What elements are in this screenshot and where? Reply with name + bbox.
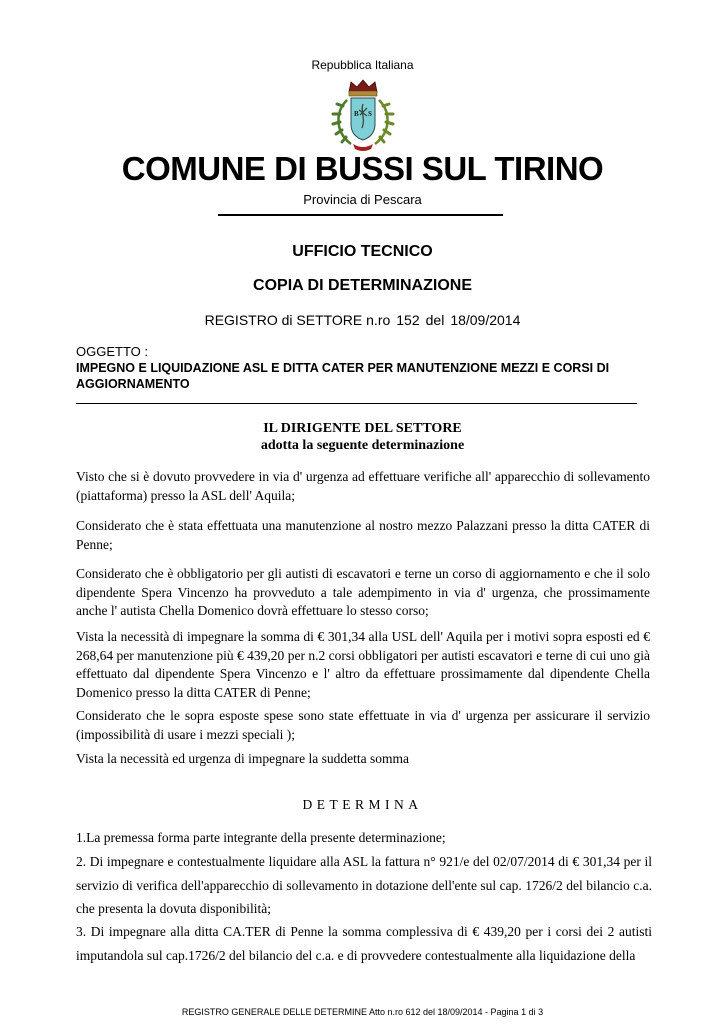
subject-text: IMPEGNO E LIQUIDAZIONE ASL E DITTA CATER PER MANUTENZIONE MEZZI E CORSI DI AGGIORNAMENTO <box>76 361 610 391</box>
registry-del: del <box>425 312 445 328</box>
premise-paragraph: Vista la necessità di impegnare la somma di € 301,34 alla USL dell' Aquila per i motivi sopra esposti ed € 268,64 per manutenzione più € 439,20 per n.2 corsi obbligatori per autisti escavatori e terne di cui uno già effettuato dal dipendente Spera Vincenzo e l' altro da effettuare prossimamente dal dipendente Chella Domenico presso la ditta CATER di Penne; <box>76 629 650 700</box>
municipality-title: COMUNE DI BUSSI SUL TIRINO <box>121 150 604 187</box>
premise-paragraph: Visto che si è dovuto provvedere in via d' urgenza ad effettuare verifiche all' apparecchio di sollevamento (piattaforma) presso la ASL dell' Aquila; <box>76 469 650 503</box>
registry-date: 18/09/2014 <box>450 312 521 328</box>
determina-item: 2. Di impegnare e contestualmente liquidare alla ASL la fattura n° 921/e del 02/07/2014 di € 301,34 per il servizio di verifica dell'apparecchio di sollevamento in dotazione dell'ente sul cap. 1726/2 del bilancio c.a. che presenta la dovuta disponibilità; <box>76 854 652 916</box>
registry-prefix: REGISTRO di SETTORE n.ro <box>204 312 391 328</box>
subject-divider <box>76 403 637 404</box>
determina-heading: DETERMINA <box>302 797 423 812</box>
registry-number: 152 <box>396 312 420 328</box>
premise-paragraph: Considerato che le sopra esposte spese sono state effettuate in via d' urgenza per assicurare il servizio (impossibilità di usare i mezzi speciali ); <box>76 708 650 742</box>
header-divider <box>218 214 503 216</box>
premise-paragraph: Vista la necessità ed urgenza di impegnare la suddetta somma <box>76 751 409 766</box>
republic-label: Repubblica Italiana <box>311 58 414 72</box>
premise-paragraph: Considerato che è stata effettuata una manutenzione al nostro mezzo Palazzani presso la ditta CATER di Penne; <box>76 518 650 552</box>
director-heading <box>0 420 725 454</box>
registry-line <box>0 312 725 328</box>
document-type-title: COPIA DI DETERMINAZIONE <box>253 277 472 294</box>
premise-paragraph: Considerato che è obbligatorio per gli autisti di escavatori e terne un corso di aggiornamento e che il solo dipendente Spera Vincenzo ha provveduto a tale adempimento in via d' urgenza, che prossimamente anche l' autista Chella Domenico dovrà effettuare lo stesso corso; <box>76 566 650 618</box>
director-title: IL DIRIGENTE DEL SETTORE <box>263 421 462 436</box>
page-footer: REGISTRO GENERALE DELLE DETERMINE Atto n.ro 612 del 18/09/2014 - Pagina 1 di 3 <box>181 1007 544 1017</box>
municipal-coat-of-arms-icon <box>327 78 399 154</box>
svg-text:S: S <box>368 110 372 118</box>
subject-label: OGGETTO : <box>76 344 148 359</box>
determina-item: 3. Di impegnare alla ditta CA.TER di Penne la somma complessiva di € 439,20 per i corsi dei 2 autisti imputandola sul cap.1726/2 del bilancio del c.a. e di provvedere contestualmente alla liquidazione della <box>76 924 652 963</box>
determina-item: 1.La premessa forma parte integrante della presente determinazione; <box>76 830 446 845</box>
province-label: Provincia di Pescara <box>303 192 422 207</box>
director-subtitle: adotta la seguente determinazione <box>260 438 465 453</box>
office-title: UFFICIO TECNICO <box>292 243 433 260</box>
svg-text:B: B <box>354 110 359 118</box>
